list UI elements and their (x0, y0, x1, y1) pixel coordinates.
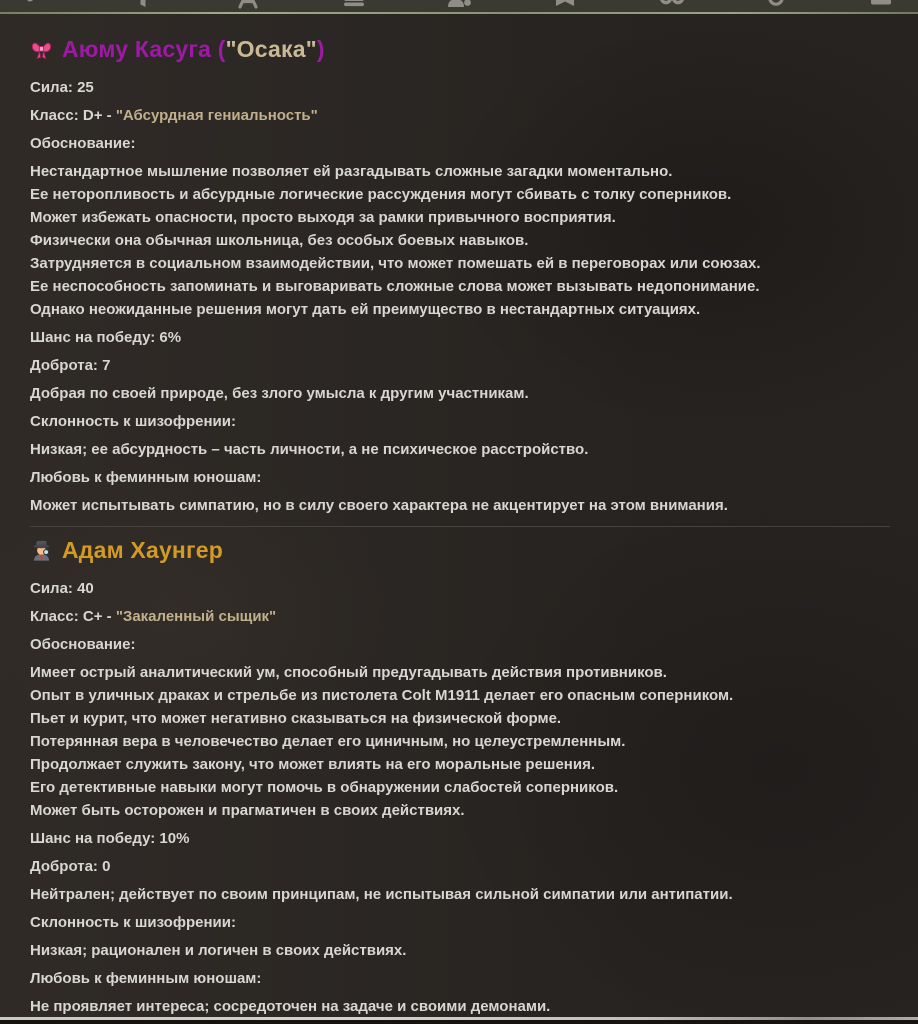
rationale-line: Ее неспособность запоминать и выговаривать сложные слова может вызывать недопонимание. (30, 278, 760, 295)
class-stat: Класс: D+ - "Абсурдная гениальность" (30, 107, 318, 124)
strength-stat: Сила: 25 (30, 79, 94, 96)
strength-stat: Сила: 40 (30, 580, 94, 597)
message-body (0, 14, 918, 1018)
rationale-line: Имеет острый аналитический ум, способный предугадывать действия противников. (30, 664, 667, 681)
character-name: Адам Хаунгер (62, 537, 224, 563)
user-cog-icon[interactable] (446, 0, 472, 12)
schizo-desc: Низкая; рационален и логичен в своих действиях. (30, 942, 407, 959)
filter-icon[interactable] (130, 0, 156, 12)
bow-icon (30, 38, 53, 61)
class-stat: Класс: C+ - "Закаленный сыщик" (30, 608, 277, 625)
rationale-line: Продолжает служить закону, что может влиять на его моральные решения. (30, 756, 595, 773)
rationale-line: Нестандартное мышление позволяет ей разгадывать сложные загадки моментально. (30, 163, 673, 180)
section-divider (30, 526, 890, 527)
femboy-label: Любовь к феминным юношам: (30, 970, 262, 987)
rationale-line: Его детективные навыки могут помочь в обнаружении слабостей соперников. (30, 779, 619, 796)
femboy-desc: Не проявляет интереса; сосредоточен на задаче и своими демонами. (30, 998, 551, 1015)
sliders-icon[interactable] (24, 0, 50, 12)
character-name: Аюму Касуга ("Осака") (62, 36, 325, 62)
rationale-line: Может избежать опасности, просто выходя за рамки привычного восприятия. (30, 209, 616, 226)
schizo-desc: Низкая; ее абсурдность – часть личности, а не психическое расстройство. (30, 441, 589, 458)
femboy-desc: Может испытывать симпатию, но в силу своего характера не акцентирует на этом внимания. (30, 497, 728, 514)
panel-icon[interactable] (868, 0, 894, 12)
kindness-stat: Доброта: 0 (30, 858, 111, 875)
detective-icon (30, 539, 53, 562)
rationale-line: Физически она обычная школьница, без особых боевых навыков. (30, 232, 529, 249)
rationale-line: Ее неторопливость и абсурдные логические рассуждения могут сбивать с толку соперников. (30, 186, 732, 203)
win-chance-stat: Шанс на победу: 10% (30, 830, 190, 847)
kindness-desc: Нейтрален; действует по своим принципам, не испытывая сильной симпатии или антипатии. (30, 886, 733, 903)
rationale-line: Однако неожиданные решения могут дать ей преимущество в нестандартных ситуациях. (30, 301, 701, 318)
kindness-stat: Доброта: 7 (30, 357, 111, 374)
rationale-line: Пьет и курит, что может негативно сказываться на физической форме. (30, 710, 562, 727)
schizo-label: Склонность к шизофрении: (30, 914, 236, 931)
rationale-line: Опыт в уличных драках и стрельбе из пистолета Colt M1911 делает его опасным соперником. (30, 687, 734, 704)
font-icon[interactable] (235, 0, 261, 12)
rationale-line: Потерянная вера в человечество делает его циничным, но целеустремленным. (30, 733, 626, 750)
rationale-paragraph (30, 661, 890, 822)
win-chance-stat: Шанс на победу: 6% (30, 329, 182, 346)
femboy-label: Любовь к феминным юношам: (30, 469, 262, 486)
character-heading (30, 36, 890, 63)
cubes-icon[interactable] (657, 0, 683, 12)
rationale-line: Затрудняется в социальном взаимодействии, что может помешать ей в переговорах или союзах. (30, 255, 761, 272)
circle-icon[interactable] (763, 0, 789, 12)
bottom-edge (0, 1020, 918, 1024)
book-icon[interactable] (341, 0, 367, 12)
rationale-line: Может быть осторожен и прагматичен в своих действиях. (30, 802, 465, 819)
kindness-desc: Добрая по своей природе, без злого умысла к другим участникам. (30, 385, 529, 402)
rationale-label: Обоснование: (30, 135, 136, 152)
character-heading (30, 537, 890, 564)
banner-icon[interactable] (552, 0, 578, 12)
schizo-label: Склонность к шизофрении: (30, 413, 236, 430)
top-toolbar (0, 0, 918, 12)
rationale-label: Обоснование: (30, 636, 136, 653)
rationale-paragraph (30, 160, 890, 321)
